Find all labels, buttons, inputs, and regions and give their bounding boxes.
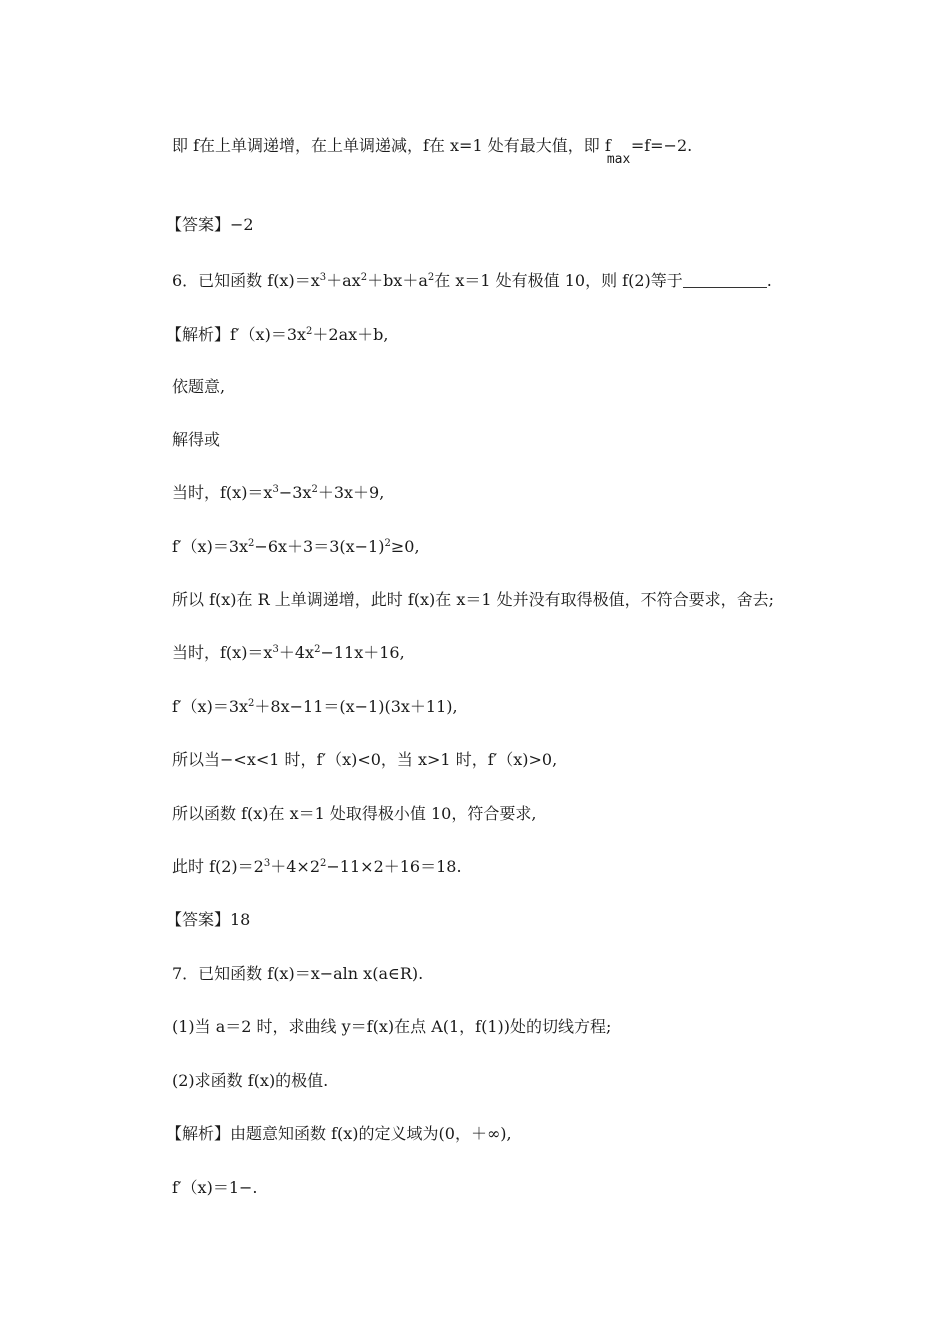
solution-6: 【解析】$f'(x)=3x^2+2ax+b$, [166,325,389,344]
question-7: 7．已知函数 f(x)＝x−aln x(a∈R). [172,964,424,983]
evaluation: 此时 $f(2)=2^3+4\times 2^2-11\times 2+16=18$. [172,857,462,876]
derivative-2: $f'(x)=3x^2+8x-11=(x-1)(3x+11)$, [172,697,458,716]
text-line-1: 即 f在上单调递增，在上单调递减，f在 x=1 处有最大值，即 f max =f=−2. [172,136,693,167]
text-jiede: 解得或 [172,430,221,449]
solution-7: 【解析】由题意知函数 f(x)的定义域为(0，＋∞), [166,1124,512,1143]
solution-7-derivative: f′（x)＝1−. [172,1178,258,1197]
question-7-part-2: (2)求函数 f(x)的极值. [172,1071,329,1090]
question-6: 6．已知函数 $f(x)=x^3+ax^2+bx+a^2$在 x＝1 处有极值 10，则 f(2)等于 . [172,271,772,290]
case-1: 当时，$f(x)=x^3-3x^2+3x+9$, [172,483,385,502]
derivative-1: $f'(x)=3x^2-6x+3=3(x-1)^2\ge 0$, [172,537,420,556]
case-2: 当时，$f(x)=x^3+4x^2-11x+16$, [172,643,405,662]
conclusion-1: 所以 f(x)在 R 上单调递增，此时 f(x)在 x＝1 处并没有取得极值，不符合要求，舍去; [172,590,775,609]
answer-blank [683,273,767,288]
conclusion-2: 所以当−<x<1 时，f′（x)<0，当 x>1 时，f′（x)>0, [172,750,558,769]
conclusion-3: 所以函数 f(x)在 x＝1 处取得极小值 10，符合要求, [172,804,537,823]
f-max-notation: f max [604,136,631,167]
answer-2: 【答案】18 [166,910,251,929]
question-7-part-1: (1)当 a＝2 时，求曲线 y＝f(x)在点 A(1，f(1))处的切线方程; [172,1017,612,1036]
text-yitiyi: 依题意, [172,377,226,396]
answer-1: 【答案】−2 [166,215,254,234]
